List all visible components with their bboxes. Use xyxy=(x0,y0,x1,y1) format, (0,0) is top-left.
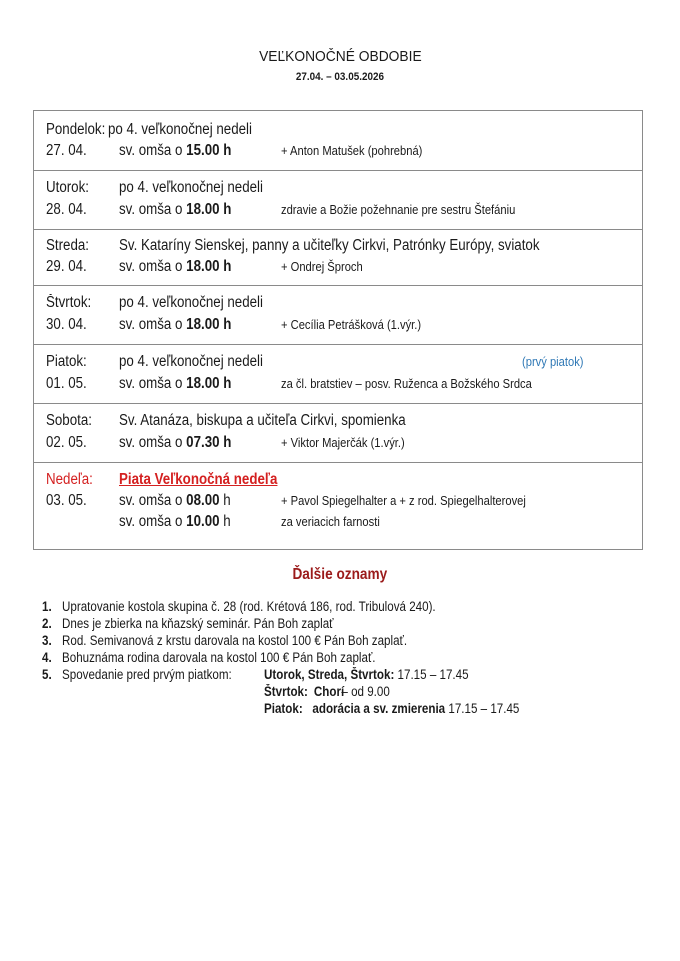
mass-label: sv. omša o xyxy=(119,201,187,218)
item-number: 5. xyxy=(42,667,52,682)
confession-item xyxy=(42,700,642,717)
day-name: Pondelok: xyxy=(46,121,106,138)
date: 01. 05. xyxy=(46,375,87,392)
mass-label: sv. omša o xyxy=(119,258,187,275)
schedule-row-sunday xyxy=(34,463,642,549)
item-number: 3. xyxy=(42,633,52,648)
date: 03. 05. xyxy=(46,492,87,509)
item-number: 4. xyxy=(42,650,52,665)
mass-label: sv. omša o xyxy=(119,434,187,451)
mass-intention: + Cecília Petrášková (1.výr.) xyxy=(281,317,422,332)
date-range xyxy=(0,71,680,83)
schedule-row-friday xyxy=(34,345,642,404)
feast-name: po 4. veľkonočnej nedeli xyxy=(108,121,252,138)
confession-days: Utorok, Streda, Štvrtok: xyxy=(264,667,395,682)
announcements-title xyxy=(0,566,680,584)
mass-label: sv. omša o xyxy=(119,316,187,333)
page-title xyxy=(0,48,680,65)
mass-hour: 07.30 h xyxy=(186,434,232,451)
confession-time: 17.15 – 17.45 xyxy=(445,701,520,716)
confession-item xyxy=(42,683,642,700)
schedule-row-tuesday xyxy=(34,171,642,230)
item-text: Dnes je zbierka na kňazský seminár. Pán Boh zaplať xyxy=(62,616,334,631)
announcement-item xyxy=(42,666,642,683)
announcement-item xyxy=(42,649,642,666)
date: 02. 05. xyxy=(46,434,87,451)
schedule-row-thursday xyxy=(34,286,642,345)
mass-hour: 10.00 xyxy=(186,513,220,530)
mass-hour: 18.00 h xyxy=(186,201,232,218)
date: 30. 04. xyxy=(46,316,87,333)
mass-hour: 18.00 h xyxy=(186,375,232,392)
mass-label: sv. omša o xyxy=(119,492,187,509)
item-text: Rod. Semivanová z krstu darovala na kostol 100 € Pán Boh zaplať. xyxy=(62,633,408,648)
mass-time xyxy=(119,200,231,220)
feast-name: Sv. Atanáza, biskupa a učiteľa Cirkvi, spomienka xyxy=(119,412,406,429)
date: 29. 04. xyxy=(46,258,87,275)
announcement-item xyxy=(42,598,642,615)
confession-note: Chorí xyxy=(313,684,345,699)
mass-time xyxy=(119,433,231,453)
confession-time: 17.15 – 17.45 xyxy=(394,667,469,682)
first-friday-note: (prvý piatok) xyxy=(522,354,584,369)
item-text: Bohuznáma rodina darovala na kostol 100 € Pán Boh zaplať. xyxy=(62,650,376,665)
page-title-text: VEĽKONOČNÉ OBDOBIE xyxy=(258,48,422,65)
mass-time xyxy=(119,512,231,532)
mass-time xyxy=(119,491,231,511)
mass-hour: 15.00 h xyxy=(186,142,232,159)
announcement-item xyxy=(42,615,642,632)
mass-label: sv. omša o xyxy=(119,513,187,530)
mass-hour: 08.00 xyxy=(186,492,220,509)
confession-line xyxy=(264,683,390,700)
mass-time xyxy=(119,315,231,335)
mass-unit: h xyxy=(219,513,231,530)
day-name: Nedeľa: xyxy=(46,471,93,488)
mass-time xyxy=(119,257,231,277)
mass-label: sv. omša o xyxy=(119,142,187,159)
item-number: 1. xyxy=(42,599,52,614)
mass-intention: za čl. bratstiev – posv. Ruženca a Božského Srdca xyxy=(281,376,532,391)
feast-name: po 4. veľkonočnej nedeli xyxy=(119,294,263,311)
mass-hour: 18.00 h xyxy=(186,258,232,275)
mass-hour: 18.00 h xyxy=(186,316,232,333)
date: 28. 04. xyxy=(46,201,87,218)
mass-intention: + Anton Matušek (pohrebná) xyxy=(281,143,423,158)
day-name: Sobota: xyxy=(46,412,92,429)
day-name: Štvrtok: xyxy=(46,294,92,311)
day-name: Utorok: xyxy=(46,179,89,196)
announcement-item xyxy=(42,632,642,649)
mass-intention: za veriacich farnosti xyxy=(281,514,380,529)
confession-line xyxy=(264,666,469,683)
schedule-row-monday xyxy=(34,111,642,171)
feast-name: Piata Veľkonočná nedeľa xyxy=(119,471,278,488)
confession-days: Piatok: xyxy=(264,701,303,716)
schedule-row-saturday xyxy=(34,404,642,463)
mass-time xyxy=(119,374,231,394)
feast-name: po 4. veľkonočnej nedeli xyxy=(119,179,263,196)
feast-name: po 4. veľkonočnej nedeli xyxy=(119,353,263,370)
confession-line xyxy=(264,700,519,717)
confession-time: – od 9.00 xyxy=(341,684,390,699)
feast-name: Sv. Kataríny Sienskej, panny a učiteľky Cirkvi, Patrónky Európy, sviatok xyxy=(119,237,540,254)
day-name: Streda: xyxy=(46,237,89,254)
date-range-text: 27.04. – 03.05.2026 xyxy=(295,71,385,83)
schedule-row-wednesday xyxy=(34,230,642,286)
mass-unit: h xyxy=(219,492,231,509)
confession-note: adorácia a sv. zmierenia xyxy=(312,701,446,716)
item-text: Spovedanie pred prvým piatkom: xyxy=(62,667,232,682)
item-text: Upratovanie kostola skupina č. 28 (rod. Krétová 186, rod. Tribulová 240). xyxy=(62,599,436,614)
mass-intention: + Viktor Majerčák (1.výr.) xyxy=(281,435,405,450)
mass-intention: + Pavol Spiegelhalter a + z rod. Spiegelhalterovej xyxy=(281,493,526,508)
announcements-title-text: Ďalšie oznamy xyxy=(292,566,388,583)
mass-intention: + Ondrej Šproch xyxy=(281,259,363,274)
mass-label: sv. omša o xyxy=(119,375,187,392)
mass-intention: zdravie a Božie požehnanie pre sestru Štefániu xyxy=(281,202,516,217)
day-name: Piatok: xyxy=(46,353,87,370)
item-number: 2. xyxy=(42,616,52,631)
date: 27. 04. xyxy=(46,142,87,159)
confession-days: Štvrtok: xyxy=(264,684,308,699)
mass-schedule-table xyxy=(33,110,643,550)
mass-time xyxy=(119,141,231,161)
